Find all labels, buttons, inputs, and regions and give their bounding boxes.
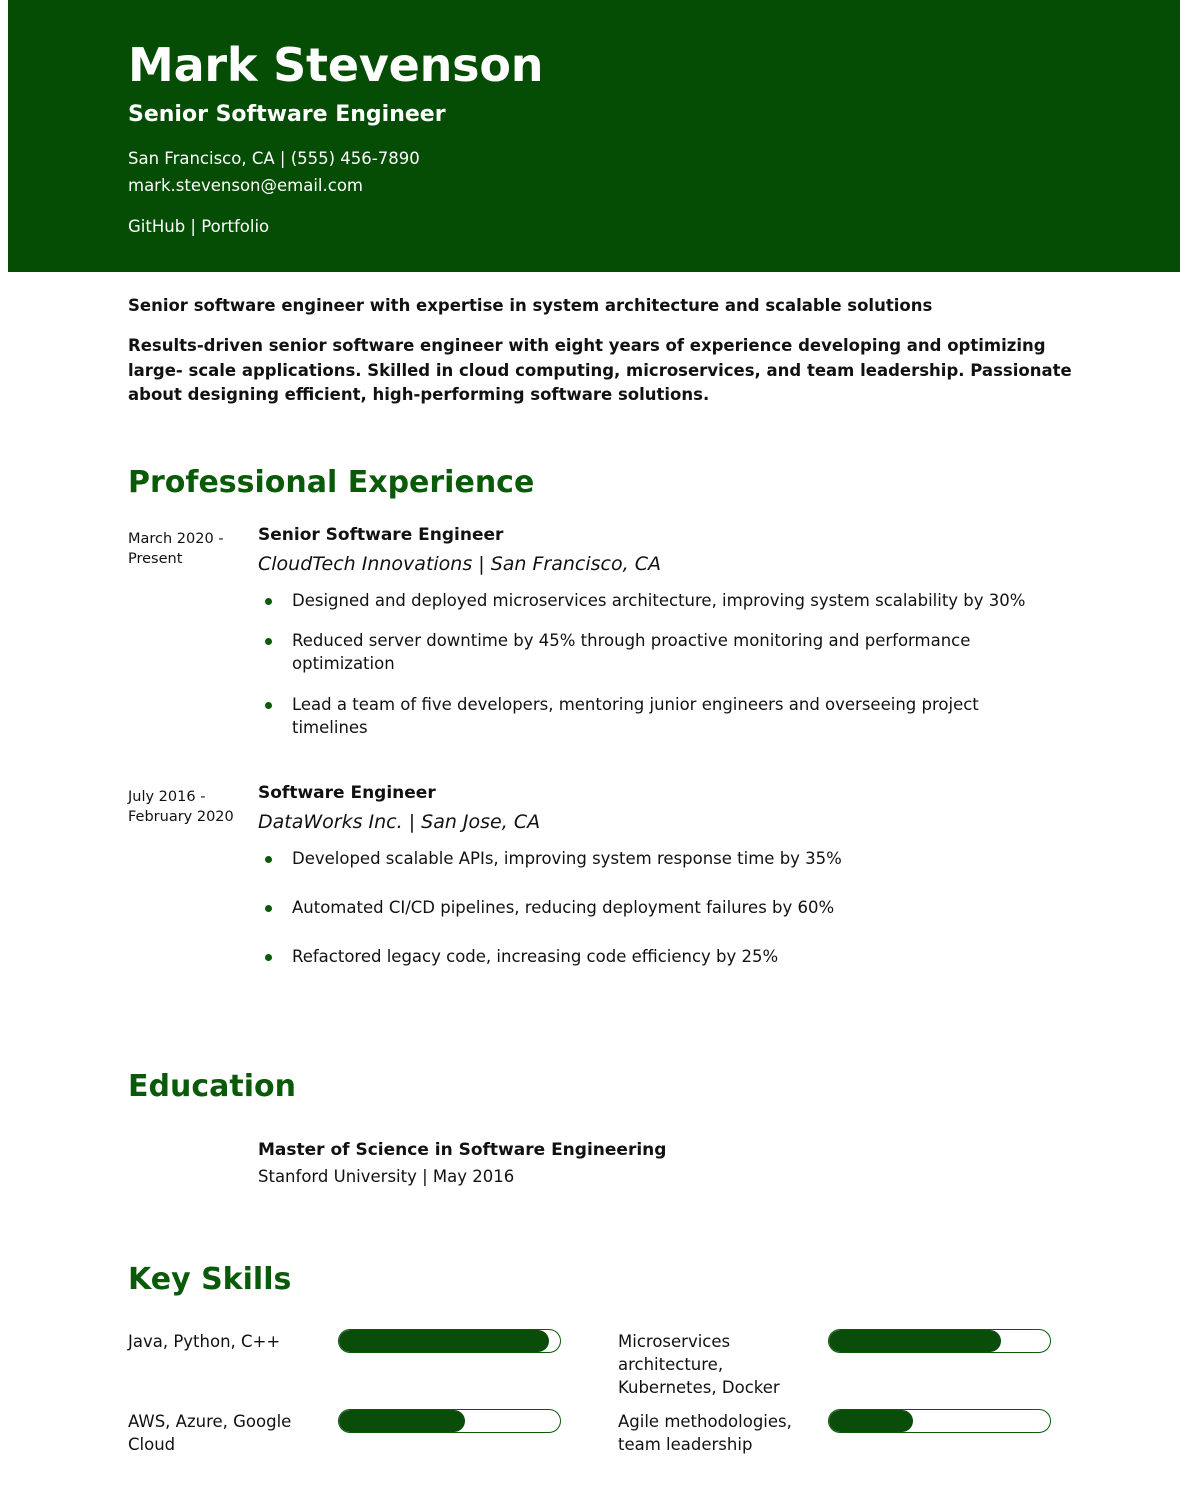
portfolio-link[interactable]: Portfolio bbox=[201, 217, 270, 237]
skill-progress-fill bbox=[339, 1330, 549, 1352]
github-link[interactable]: GitHub bbox=[128, 217, 186, 237]
profile-links[interactable] bbox=[128, 215, 1180, 238]
experience-company: CloudTech Innovations | San Francisco, CA bbox=[258, 552, 661, 575]
skill-item bbox=[618, 1406, 1100, 1486]
education-section bbox=[128, 1070, 1100, 1188]
experience-bullet: Automated CI/CD pipelines, reducing deployment failures by 60% bbox=[258, 896, 1048, 919]
skills-section bbox=[128, 1263, 1100, 1486]
resume-header bbox=[8, 0, 1180, 272]
summary-paragraph: Results-driven senior software engineer with eight years of experience developing and optimizing large- scale applications. Skilled in cloud computing, microservices, and team leadership. Passionate about designing efficient, high-performing software solutions. bbox=[128, 336, 1072, 405]
contact-location-phone: San Francisco, CA | (555) 456-7890 bbox=[128, 148, 420, 168]
contact-email[interactable]: mark.stevenson@email.com bbox=[128, 175, 363, 195]
link-separator: | bbox=[185, 217, 202, 237]
resume-body bbox=[0, 272, 1180, 1486]
summary-section bbox=[128, 272, 1100, 408]
experience-bullet: Reduced server downtime by 45% through proactive monitoring and performance optimization bbox=[258, 629, 1048, 676]
skill-label: AWS, Azure, Google Cloud bbox=[128, 1412, 292, 1455]
skill-progress-bar bbox=[828, 1409, 1051, 1433]
education-list bbox=[128, 1139, 1100, 1188]
skill-progress-fill bbox=[339, 1410, 465, 1432]
experience-role: Software Engineer bbox=[258, 782, 436, 803]
experience-dates: July 2016 - February 2020 bbox=[128, 788, 234, 826]
experience-bullets bbox=[258, 589, 1100, 740]
experience-dates: March 2020 - Present bbox=[128, 530, 224, 568]
experience-bullet: Refactored legacy code, increasing code efficiency by 25% bbox=[258, 945, 1048, 968]
experience-section bbox=[128, 466, 1100, 995]
skill-label: Agile methodologies, team leadership bbox=[618, 1412, 792, 1455]
skills-section-title: Key Skills bbox=[128, 1262, 292, 1298]
experience-role: Senior Software Engineer bbox=[258, 524, 504, 545]
experience-entry bbox=[128, 525, 1100, 757]
experience-details bbox=[258, 525, 1100, 757]
education-section-title: Education bbox=[128, 1068, 296, 1104]
skill-progress-fill bbox=[829, 1410, 913, 1432]
experience-bullets bbox=[258, 847, 1100, 969]
education-degree: Master of Science in Software Engineering bbox=[258, 1139, 667, 1160]
candidate-job-title: Senior Software Engineer bbox=[128, 102, 446, 128]
experience-bullet: Designed and deployed microservices architecture, improving system scalability by 30% bbox=[258, 589, 1048, 612]
experience-section-title: Professional Experience bbox=[128, 464, 535, 500]
education-entry bbox=[258, 1139, 1100, 1188]
skill-label: Microservices architecture, Kubernetes, Docker bbox=[618, 1332, 780, 1398]
candidate-name: Mark Stevenson bbox=[128, 38, 544, 92]
experience-details bbox=[258, 783, 1100, 995]
skill-label: Java, Python, C++ bbox=[128, 1332, 281, 1352]
experience-list bbox=[128, 525, 1100, 995]
education-school: Stanford University | May 2016 bbox=[258, 1167, 515, 1186]
skill-item bbox=[128, 1326, 618, 1406]
skill-item bbox=[128, 1406, 618, 1486]
skill-progress-bar bbox=[338, 1329, 561, 1353]
skill-progress-fill bbox=[829, 1330, 1001, 1352]
skills-grid bbox=[128, 1326, 1100, 1486]
experience-bullet: Lead a team of five developers, mentoring junior engineers and overseeing project timelines bbox=[258, 693, 1048, 740]
experience-company: DataWorks Inc. | San Jose, CA bbox=[258, 810, 541, 833]
skill-item bbox=[618, 1326, 1100, 1406]
skill-progress-bar bbox=[338, 1409, 561, 1433]
experience-entry bbox=[128, 783, 1100, 995]
skill-progress-bar bbox=[828, 1329, 1051, 1353]
summary-headline: Senior software engineer with expertise in system architecture and scalable solutions bbox=[128, 296, 933, 315]
experience-bullet: Developed scalable APIs, improving system response time by 35% bbox=[258, 847, 1048, 870]
